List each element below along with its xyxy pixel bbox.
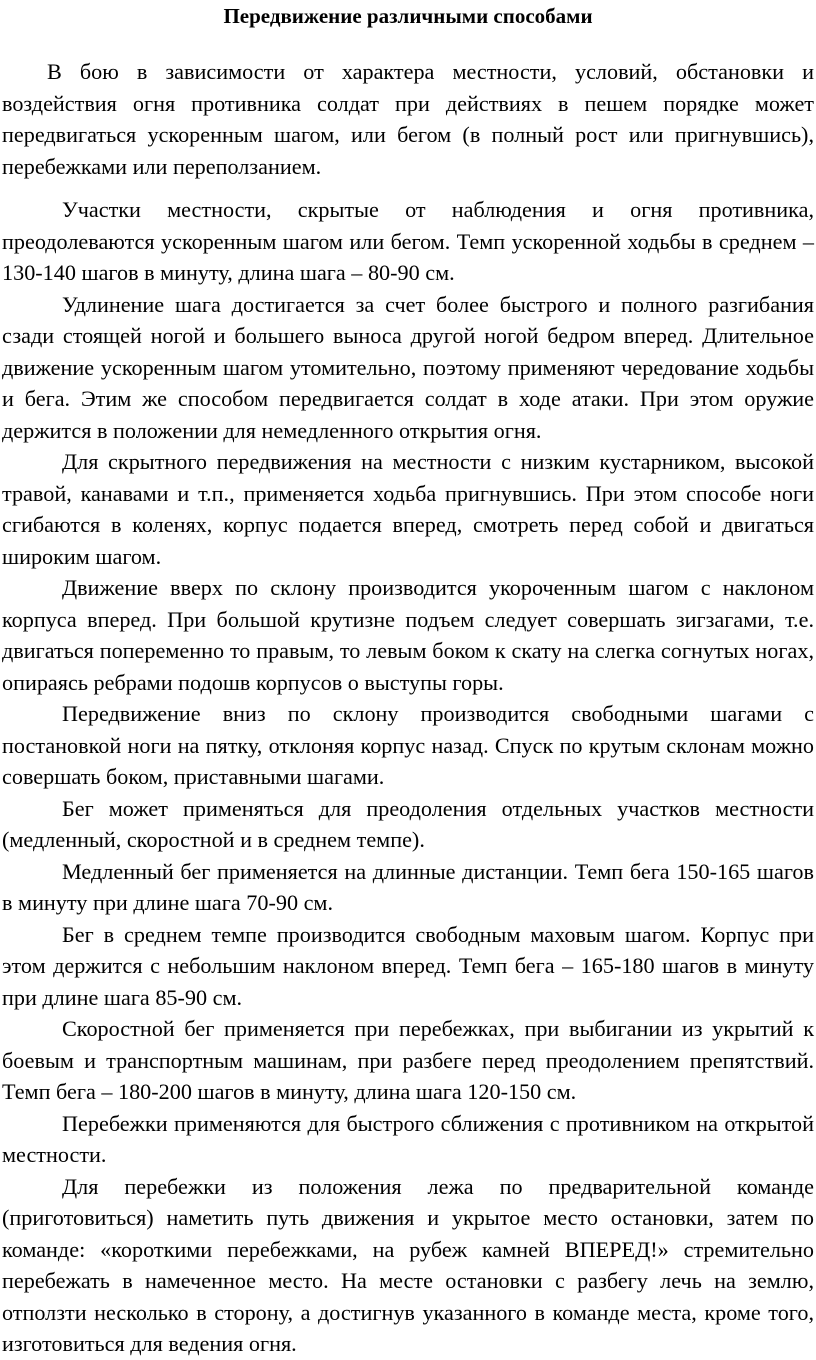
paragraph-step-lengthening: Удлинение шага достигается за счет более быстрого и полного разгибания сзади стоящей ногой и большего выноса другой ногой бедром вперед. Длительное движение ускоренным шагом утомительно, поэтому применяют чередование ходьбы и бега. Этим же способом передвигается солдат в ходе атаки. При этом оружие держится в положении для немедленного открытия огня. bbox=[2, 291, 814, 443]
paragraph-uphill: Движение вверх по склону производится укороченным шагом с наклоном корпуса вперед. При большой крутизне подъем следует совершать зигзагами, т.е. двигаться попеременно то правым, то левым боком к скату на слегка согнутых ногах, опираясь ребрами подошв корпусов о выступы горы. bbox=[2, 575, 814, 695]
paragraph-fast-run: Скоростной бег применяется при перебежках, при выбигании из укрытий к боевым и транспортным машинам, при разбеге перед преодолением препятствий. Темп бега – 180-200 шагов в минуту, длина шага 120-150 см. bbox=[2, 1016, 814, 1104]
paragraph-downhill: Передвижение вниз по склону производится свободными шагами с постановкой ноги на пятку, отклоняя корпус назад. Спуск по крутым склонам можно совершать боком, приставными шагами. bbox=[2, 701, 814, 789]
paragraph-medium-run: Бег в среднем темпе производится свободным маховым шагом. Корпус при этом держится с небольшим наклоном вперед. Темп бега – 165-180 шагов в минуту при длине шага 85-90 см. bbox=[2, 921, 814, 1010]
paragraph-crouching-walk: Для скрытного передвижения на местности с низким кустарником, высокой травой, канавами и т.п., применяется ходьба пригнувшись. При этом способе ноги сгибаются в коленях, корпус подается вперед, смотреть перед собой и двигаться широким шагом. bbox=[2, 449, 814, 569]
paragraph-dash-procedure: Для перебежки из положения лежа по предварительной команде (приготовиться) наметить путь движения и укрытое место остановки, затем по команде: «короткими перебежками, на рубеж камней ВПЕРЕД!» стремительно перебежать в намеченное место. На месте остановки с разбегу лечь на землю, отползти несколько в сторону, а достигнув указанного в команде места, кроме того, изготовиться для ведения огня. bbox=[2, 1173, 814, 1356]
page-title: Передвижение различными способами bbox=[223, 4, 593, 28]
paragraph-dashes: Перебежки применяются для быстрого сближения с противником на открытой местности. bbox=[2, 1110, 814, 1167]
paragraph-running: Бег может применяться для преодоления отдельных участков местности (медленный, скоростной и в среднем темпе). bbox=[2, 795, 814, 852]
paragraph-slow-run: Медленный бег применяется на длинные дистанции. Темп бега 150-165 шагов в минуту при длине шага 70-90 см. bbox=[2, 858, 814, 915]
paragraph-intro: В бою в зависимости от характера местности, условий, обстановки и воздействия огня противника солдат при действиях в пешем порядке может передвигаться ускоренным шагом, или бегом (в полный рост или пригнувшись), перебежками или переползанием. bbox=[2, 59, 814, 179]
paragraph-accelerated-step: Участки местности, скрытые от наблюдения и огня противника, преодолеваются ускоренным шагом или бегом. Темп ускоренной ходьбы в среднем – 130-140 шагов в минуту, длина шага – 80-90 см. bbox=[2, 197, 814, 285]
